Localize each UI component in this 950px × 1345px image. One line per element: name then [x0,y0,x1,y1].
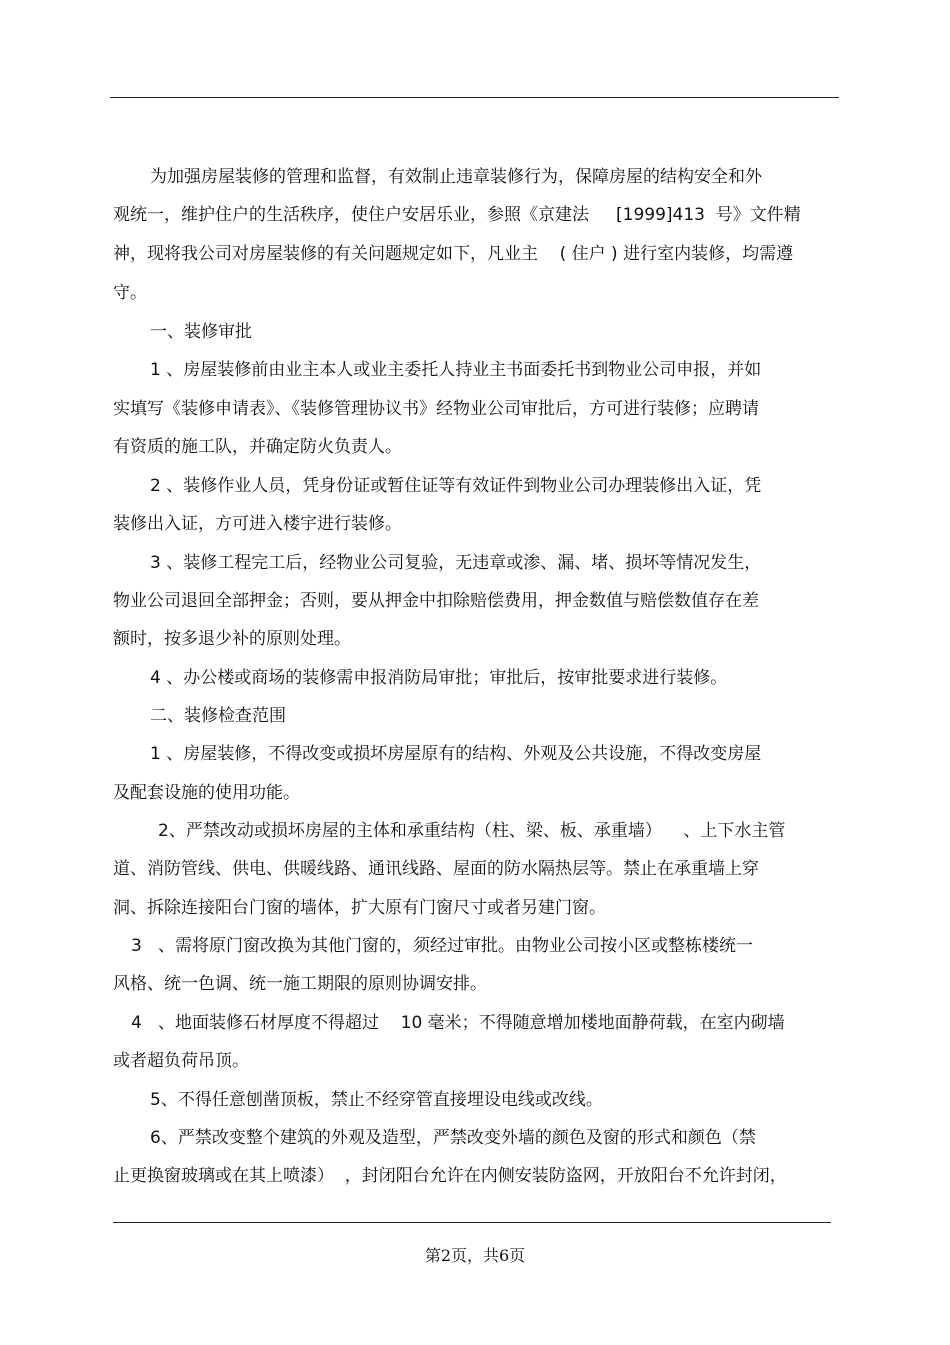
text-line: 为加强房屋装修的管理和监督，有效制止违章装修行为，保障房屋的结构安全和外 [150,167,762,187]
text-line: 守。 [113,283,147,303]
text-line: 1 、房屋装修，不得改变或损坏房屋原有的结构、外观及公共设施，不得改变房屋 [150,744,762,764]
text-line: 2 、装修作业人员，凭身份证或暂住证等有效证件到物业公司办理装修出入证，凭 [150,476,762,496]
section-heading: 二、装修检查范围 [150,706,286,726]
header-rule [110,97,839,98]
text-line: 2、严禁改动或损坏房屋的主体和承重结构（柱、梁、板、承重墙） 、上下水主管 [158,821,786,841]
page-number: 第2页，共6页 [424,1246,526,1265]
footer-rule [113,1222,831,1223]
text-line: 有资质的施工队，并确定防火负责人。 [113,437,402,457]
text-line: 实填写《装修申请表》、《装修管理协议书》经物业公司审批后，方可进行装修；应聘请 [113,399,759,419]
text-line: 道、消防管线、供电、供暖线路、通讯线路、屋面的防水隔热层等。禁止在承重墙上穿 [113,859,759,879]
text-line: 装修出入证，方可进入楼宇进行装修。 [113,514,402,534]
text-line: 5、不得任意刨凿顶板，禁止不经穿管直接埋设电线或改线。 [150,1090,603,1110]
text-line: 3 、装修工程完工后，经物业公司复验，无违章或渗、漏、堵、损坏等情况发生， [150,553,762,573]
text-line: 物业公司退回全部押金；否则，要从押金中扣除赔偿费用，押金数值与赔偿数值存在差 [113,591,759,611]
text-line: 1 、房屋装修前由业主本人或业主委托人持业主书面委托书到物业公司申报，并如 [150,360,762,380]
text-line: 或者超负荷吊顶。 [113,1051,249,1071]
text-line: 额时，按多退少补的原则处理。 [113,629,351,649]
text-line: 6、严禁改变整个建筑的外观及造型，严禁改变外墙的颜色及窗的形式和颜色（禁 [150,1128,756,1148]
text-line: 观统一，维护住户的生活秩序，使住户安居乐业，参照《京建法 [1999]413 号》文件精 [113,205,801,225]
text-line: 3 、需将原门窗改换为其他门窗的，须经过审批。由物业公司按小区或整栋楼统一 [131,936,754,956]
text-line: 4 、地面装修石材厚度不得超过 10 毫米；不得随意增加楼地面静荷载，在室内砌墙 [131,1013,785,1033]
text-line: 神，现将我公司对房屋装修的有关问题规定如下，凡业主 ( 住户 ) 进行室内装修，均需遵 [113,244,794,264]
text-line: 止更换窗玻璃或在其上喷漆） ，封闭阳台允许在内侧安装防盗网，开放阳台不允许封闭， [113,1166,787,1186]
text-line: 4 、办公楼或商场的装修需申报消防局审批；审批后，按审批要求进行装修。 [150,668,728,688]
text-line: 风格、统一色调、统一施工期限的原则协调安排。 [113,974,487,994]
text-line: 及配套设施的使用功能。 [113,783,300,803]
text-line: 洞、拆除连接阳台门窗的墙体，扩大原有门窗尺寸或者另建门窗。 [113,898,606,918]
section-heading: 一、装修审批 [150,322,252,342]
